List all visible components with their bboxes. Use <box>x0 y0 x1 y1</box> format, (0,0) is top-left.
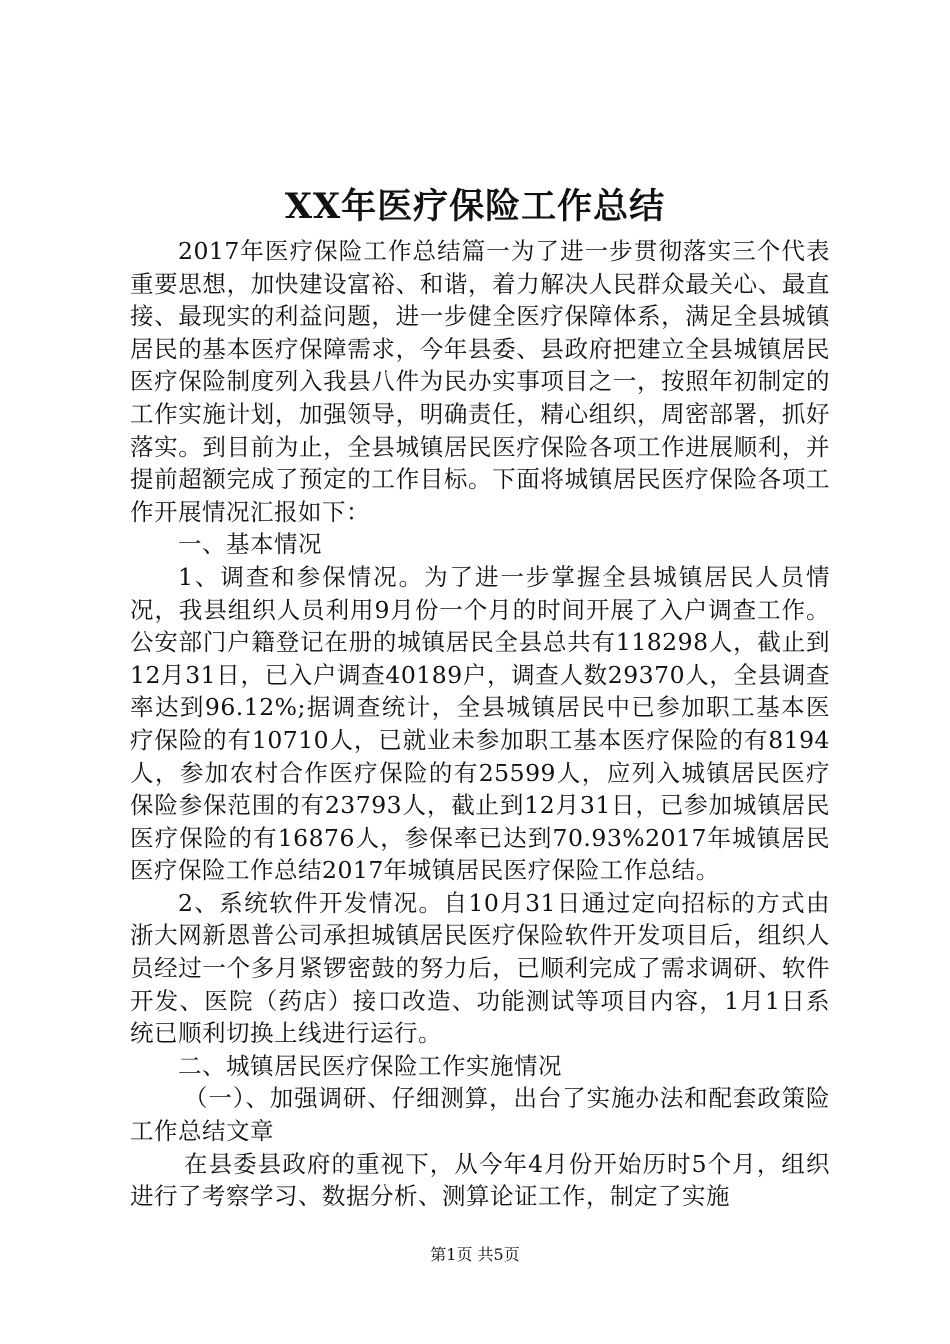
paragraph-intro: 2017年医疗保险工作总结篇一为了进一步贯彻落实三个代表重要思想，加快建设富裕、和谐，着力解决人民群众最关心、最直接、最现实的利益问题，进一步健全医疗保障体系，满足全县城镇居民的基本医疗保障需求，今年县委、县政府把建立全县城镇居民医疗保险制度列入我县八件为民办实事项目之一，按照年初制定的工作实施计划，加强领导，明确责任，精心组织，周密部署，抓好落实。到目前为止，全县城镇居民医疗保险各项工作进展顺利，并提前超额完成了预定的工作目标。下面将城镇居民医疗保险各项工作开展情况汇报如下： <box>130 237 830 526</box>
section-heading-implementation: 二、城镇居民医疗保险工作实施情况 <box>178 1051 562 1080</box>
section-heading-basic-situation: 一、基本情况 <box>178 530 322 559</box>
paragraph-county-support: 在县委县政府的重视下，从今年4月份开始历时5个月，组织进行了考察学习、数据分析、测算论证工作，制定了实施 <box>130 1149 830 1211</box>
document-title: XX年医疗保险工作总结 <box>284 186 666 227</box>
page-number-footer: 第1页 共5页 <box>430 1245 520 1264</box>
paragraph-software-development: 2、系统软件开发情况。自10月31日通过定向招标的方式由浙大网新恩普公司承担城镇居民医疗保险软件开发项目后，组织人员经过一个多月紧锣密鼓的努力后，已顺利完成了需求调研、软件开发、医院（药店）接口改造、功能测试等项目内容，1月1日系统已顺利切换上线进行运行。 <box>130 888 830 1048</box>
paragraph-survey-enrollment: 1、调查和参保情况。为了进一步掌握全县城镇居民人员情况，我县组织人员利用9月份一个月的时间开展了入户调查工作。公安部门户籍登记在册的城镇居民全县总共有118298人，截止到12月31日，已入户调查40189户，调查人数29370人，全县调查率达到96.12%;据调查统计，全县城镇居民中已参加职工基本医疗保险的有10710人，已就业未参加职工基本医疗保险的有8194人，参加农村合作医疗保险的有25599人，应列入城镇居民医疗保险参保范围的有23793人，截止到12月31日，已参加城镇居民医疗保险的有16876人，参保率已达到70.93%2017年城镇居民医疗保险工作总结2017年城镇居民医疗保险工作总结。 <box>130 562 830 885</box>
document-body <box>130 235 830 1213</box>
subsection-heading-research: （一）、加强调研、仔细测算，出台了实施办法和配套政策险工作总结文章 <box>130 1084 830 1146</box>
